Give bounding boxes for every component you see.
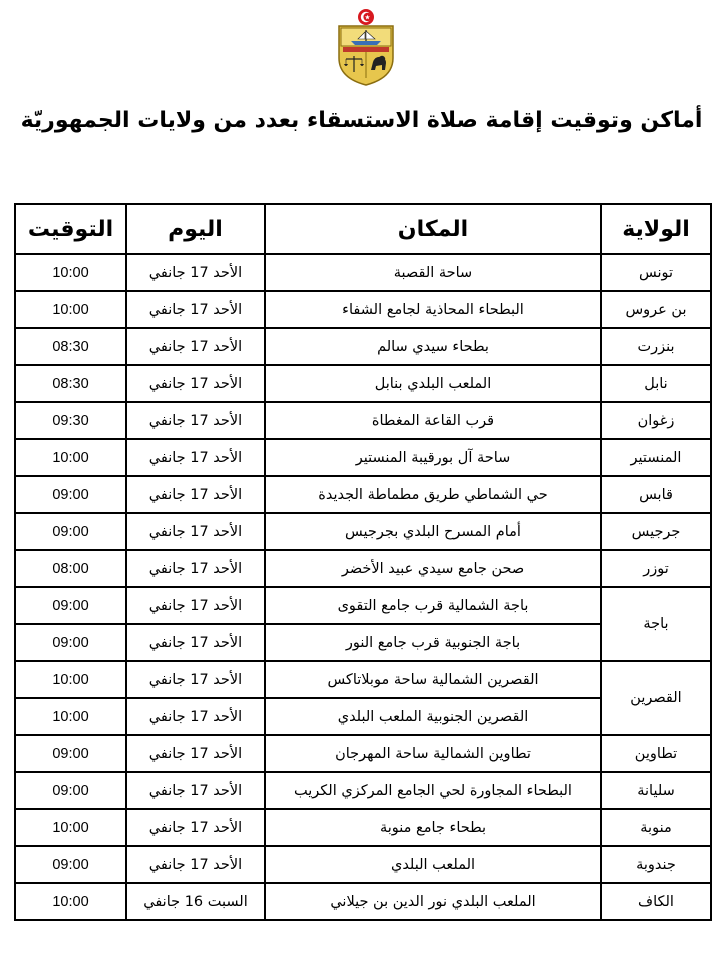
table-row xyxy=(15,513,711,550)
time-cell: 08:00 xyxy=(15,550,126,587)
table-row xyxy=(15,291,711,328)
governorate-cell: الكاف xyxy=(601,883,711,920)
time-cell: 08:30 xyxy=(15,365,126,402)
time-cell: 09:00 xyxy=(15,735,126,772)
day-cell: الأحد 17 جانفي xyxy=(126,513,265,550)
table-row xyxy=(15,735,711,772)
time-cell: 10:00 xyxy=(15,661,126,698)
place-cell: ساحة القصبة xyxy=(265,254,601,291)
table-row xyxy=(15,772,711,809)
governorate-cell: القصرين xyxy=(601,661,711,735)
page-title: أماكن وتوقيت إقامة صلاة الاستسقاء بعدد من ولايات الجمهوريّة xyxy=(20,108,703,133)
governorate-cell: تونس xyxy=(601,254,711,291)
place-cell: بطحاء جامع منوبة xyxy=(265,809,601,846)
time-cell: 09:30 xyxy=(15,402,126,439)
day-cell: الأحد 17 جانفي xyxy=(126,846,265,883)
day-cell: الأحد 17 جانفي xyxy=(126,735,265,772)
governorate-cell: تطاوين xyxy=(601,735,711,772)
day-cell: الأحد 17 جانفي xyxy=(126,476,265,513)
time-cell: 09:00 xyxy=(15,846,126,883)
day-cell: الأحد 17 جانفي xyxy=(126,291,265,328)
tunisia-coat-of-arms-icon xyxy=(331,8,401,86)
governorate-cell: جرجيس xyxy=(601,513,711,550)
place-cell: القصرين الشمالية ساحة موبلاتاكس xyxy=(265,661,601,698)
header-governorate: الولاية xyxy=(601,204,711,254)
time-cell: 10:00 xyxy=(15,883,126,920)
place-cell: الملعب البلدي بنابل xyxy=(265,365,601,402)
table-row xyxy=(15,439,711,476)
table-row xyxy=(15,883,711,920)
table-row xyxy=(15,846,711,883)
table-row xyxy=(15,476,711,513)
header-day: اليوم xyxy=(126,204,265,254)
governorate-cell: توزر xyxy=(601,550,711,587)
place-cell: قرب القاعة المغطاة xyxy=(265,402,601,439)
day-cell: الأحد 17 جانفي xyxy=(126,402,265,439)
table-row xyxy=(15,328,711,365)
day-cell: الأحد 17 جانفي xyxy=(126,365,265,402)
governorate-cell: المنستير xyxy=(601,439,711,476)
place-cell: الملعب البلدي نور الدين بن جيلاني xyxy=(265,883,601,920)
day-cell: الأحد 17 جانفي xyxy=(126,698,265,735)
place-cell: البطحاء المحاذية لجامع الشفاء xyxy=(265,291,601,328)
day-cell: الأحد 17 جانفي xyxy=(126,550,265,587)
place-cell: حي الشماطي طريق مطماطة الجديدة xyxy=(265,476,601,513)
governorate-cell: زغوان xyxy=(601,402,711,439)
place-cell: القصرين الجنوبية الملعب البلدي xyxy=(265,698,601,735)
governorate-cell: قابس xyxy=(601,476,711,513)
place-cell: باجة الشمالية قرب جامع التقوى xyxy=(265,587,601,624)
table-row xyxy=(15,365,711,402)
place-cell: تطاوين الشمالية ساحة المهرجان xyxy=(265,735,601,772)
time-cell: 09:00 xyxy=(15,772,126,809)
header-time: التوقيت xyxy=(15,204,126,254)
table-row xyxy=(15,550,711,587)
day-cell: الأحد 17 جانفي xyxy=(126,254,265,291)
table-row xyxy=(15,254,711,291)
governorate-cell: باجة xyxy=(601,587,711,661)
time-cell: 08:30 xyxy=(15,328,126,365)
governorate-cell: نابل xyxy=(601,365,711,402)
table-row xyxy=(15,402,711,439)
day-cell: الأحد 17 جانفي xyxy=(126,587,265,624)
governorate-cell: بن عروس xyxy=(601,291,711,328)
time-cell: 10:00 xyxy=(15,254,126,291)
day-cell: السبت 16 جانفي xyxy=(126,883,265,920)
time-cell: 10:00 xyxy=(15,809,126,846)
time-cell: 09:00 xyxy=(15,476,126,513)
day-cell: الأحد 17 جانفي xyxy=(126,661,265,698)
header-place: المكان xyxy=(265,204,601,254)
place-cell: البطحاء المجاورة لحي الجامع المركزي الكريب xyxy=(265,772,601,809)
time-cell: 10:00 xyxy=(15,698,126,735)
place-cell: باجة الجنوبية قرب جامع النور xyxy=(265,624,601,661)
governorate-cell: بنزرت xyxy=(601,328,711,365)
governorate-cell: منوبة xyxy=(601,809,711,846)
time-cell: 10:00 xyxy=(15,439,126,476)
day-cell: الأحد 17 جانفي xyxy=(126,809,265,846)
place-cell: صحن جامع سيدي عبيد الأخضر xyxy=(265,550,601,587)
table-row xyxy=(15,661,711,698)
table-row xyxy=(15,809,711,846)
day-cell: الأحد 17 جانفي xyxy=(126,328,265,365)
day-cell: الأحد 17 جانفي xyxy=(126,772,265,809)
prayer-schedule-table xyxy=(14,203,712,921)
time-cell: 09:00 xyxy=(15,513,126,550)
place-cell: ساحة آل بورقيبة المنستير xyxy=(265,439,601,476)
place-cell: أمام المسرح البلدي بجرجيس xyxy=(265,513,601,550)
day-cell: الأحد 17 جانفي xyxy=(126,624,265,661)
table-header-row xyxy=(15,204,711,254)
time-cell: 10:00 xyxy=(15,291,126,328)
place-cell: بطحاء سيدي سالم xyxy=(265,328,601,365)
governorate-cell: سليانة xyxy=(601,772,711,809)
governorate-cell: جندوبة xyxy=(601,846,711,883)
table-row xyxy=(15,587,711,624)
place-cell: الملعب البلدي xyxy=(265,846,601,883)
day-cell: الأحد 17 جانفي xyxy=(126,439,265,476)
time-cell: 09:00 xyxy=(15,624,126,661)
time-cell: 09:00 xyxy=(15,587,126,624)
